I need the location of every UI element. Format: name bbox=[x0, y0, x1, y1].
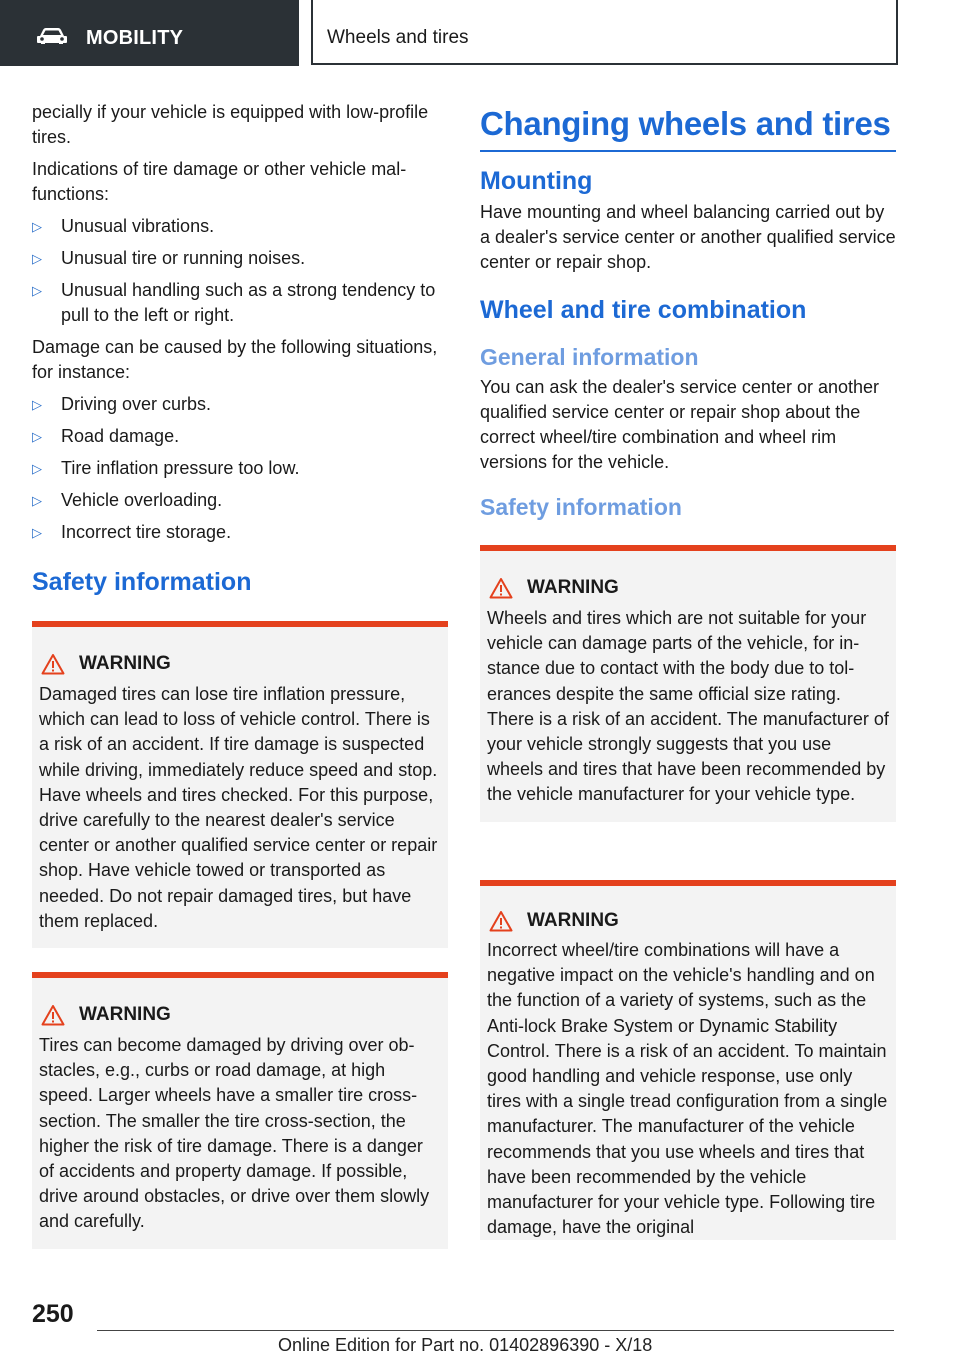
warning-header bbox=[487, 910, 889, 932]
right-column bbox=[480, 100, 896, 822]
list-item: ▷ Driving over curbs. bbox=[32, 392, 448, 417]
triangle-bullet-icon: ▷ bbox=[32, 429, 42, 444]
left-column bbox=[32, 100, 448, 1249]
section-label: MOBILITY bbox=[86, 27, 184, 49]
list-item: ▷ Tire inflation pressure too low. bbox=[32, 456, 448, 481]
mounting-heading: Mounting bbox=[480, 167, 593, 195]
general-info-heading: General information bbox=[480, 344, 699, 370]
warning-label: WARNING bbox=[79, 653, 171, 674]
paragraph: pecially if your vehicle is equipped with low-profile tires. bbox=[32, 102, 429, 147]
safety-heading: Safety information bbox=[480, 494, 682, 520]
indications-list bbox=[32, 214, 448, 328]
car-icon bbox=[36, 27, 68, 45]
warning-triangle-icon bbox=[489, 577, 513, 599]
combination-heading: Wheel and tire combination bbox=[480, 296, 807, 324]
safety-heading: Safety information bbox=[32, 568, 252, 596]
warning-box bbox=[32, 621, 448, 948]
warning-label: WARNING bbox=[527, 577, 619, 598]
triangle-bullet-icon: ▷ bbox=[32, 251, 42, 266]
paragraph: Have mounting and wheel balancing carried out by a dealer's service center or another qualified service center or repair shop. bbox=[480, 202, 896, 272]
page-number: 250 bbox=[32, 1300, 74, 1328]
warning-box bbox=[480, 880, 896, 1240]
warning-triangle-icon bbox=[41, 653, 65, 675]
triangle-bullet-icon: ▷ bbox=[32, 397, 42, 412]
list-item: ▷ Road damage. bbox=[32, 424, 448, 449]
main-heading: Changing wheels and tires bbox=[480, 104, 896, 152]
list-item: ▷ Unusual vibrations. bbox=[32, 214, 448, 239]
triangle-bullet-icon: ▷ bbox=[32, 525, 42, 540]
warning-label: WARNING bbox=[527, 910, 619, 931]
causes-list bbox=[32, 392, 448, 545]
footer-divider bbox=[97, 1330, 894, 1331]
warning-header bbox=[487, 575, 889, 600]
warning-text: Wheels and tires which are not suitable for your vehicle can damage parts of the vehicle, for instance due to contact with the body due to tolerances despite the same official size rating. There is a risk of an accident. The manufacturer of your vehicle strongly suggests that you use wheels and tires that have been recommended by the vehicle manufacturer for your vehicle type. bbox=[487, 608, 889, 805]
list-item: ▷ Unusual handling such as a strong tendency to pull to the left or right. bbox=[32, 280, 436, 325]
warning-box bbox=[480, 545, 896, 822]
warning-text: Tires can become damaged by driving over obstacles, e.g., curbs or road damage, at high speed. Larger wheels have a smaller tire cross-section. The smaller the tire cross-section, the higher the risk of tire damage. There is a danger of accidents and property damage. If possible, drive around obstacles, or drive over them slowly and carefully. bbox=[39, 1035, 430, 1232]
list-item: ▷ Vehicle overloading. bbox=[32, 488, 448, 513]
chapter-title: Wheels and tires bbox=[327, 27, 469, 48]
chapter-header bbox=[311, 0, 898, 65]
warning-box bbox=[32, 972, 448, 1249]
warning-label: WARNING bbox=[79, 1004, 171, 1026]
paragraph: Indications of tire damage or other vehicle malfunctions: bbox=[32, 159, 407, 204]
list-item: ▷ Incorrect tire storage. bbox=[32, 520, 448, 545]
warning-triangle-icon bbox=[41, 1004, 65, 1026]
triangle-bullet-icon: ▷ bbox=[32, 493, 42, 508]
triangle-bullet-icon: ▷ bbox=[32, 219, 42, 234]
warning-triangle-icon bbox=[489, 910, 513, 932]
warning-text: Incorrect wheel/tire combinations will have a negative impact on the vehicle's handling and on the function of a variety of systems, such as the Anti-lock Brake System or Dynamic Stability Control. There is a risk of an accident. To maintain good handling and vehicle response, use only tires with a single tread configuration from a single manufacturer. The manufacturer of the vehicle recommends that you use wheels and tires that have been recommended by the vehicle manufacturer for your vehicle type. Following tire damage, have the original bbox=[487, 940, 888, 1238]
triangle-bullet-icon: ▷ bbox=[32, 283, 42, 298]
edition-note: Online Edition for Part no. 01402896390 - X/18 bbox=[278, 1335, 653, 1355]
paragraph: Damage can be caused by the following situations, for instance: bbox=[32, 337, 438, 382]
warning-box-continued bbox=[480, 880, 896, 1240]
warning-header bbox=[39, 651, 441, 676]
list-item: ▷ Unusual tire or running noises. bbox=[32, 246, 448, 271]
warning-header bbox=[39, 1002, 441, 1027]
paragraph: You can ask the dealer's service center or another qualified service center or repair shop about the correct wheel/tire combination and wheel rim versions for the vehicle. bbox=[480, 377, 880, 472]
triangle-bullet-icon: ▷ bbox=[32, 461, 42, 476]
warning-text: Damaged tires can lose tire inflation pressure, which can lead to loss of vehicle control. There is a risk of an accident. If tire damage is suspected while driving, immediately reduce speed and stop. Have wheels and tires checked. For this purpose, drive carefully to the nearest dealer's service center or another qualified service center or repair shop. Have vehicle towed or transported as needed. Do not repair damaged tires, but have them replaced. bbox=[39, 684, 438, 931]
section-tab bbox=[0, 0, 299, 66]
